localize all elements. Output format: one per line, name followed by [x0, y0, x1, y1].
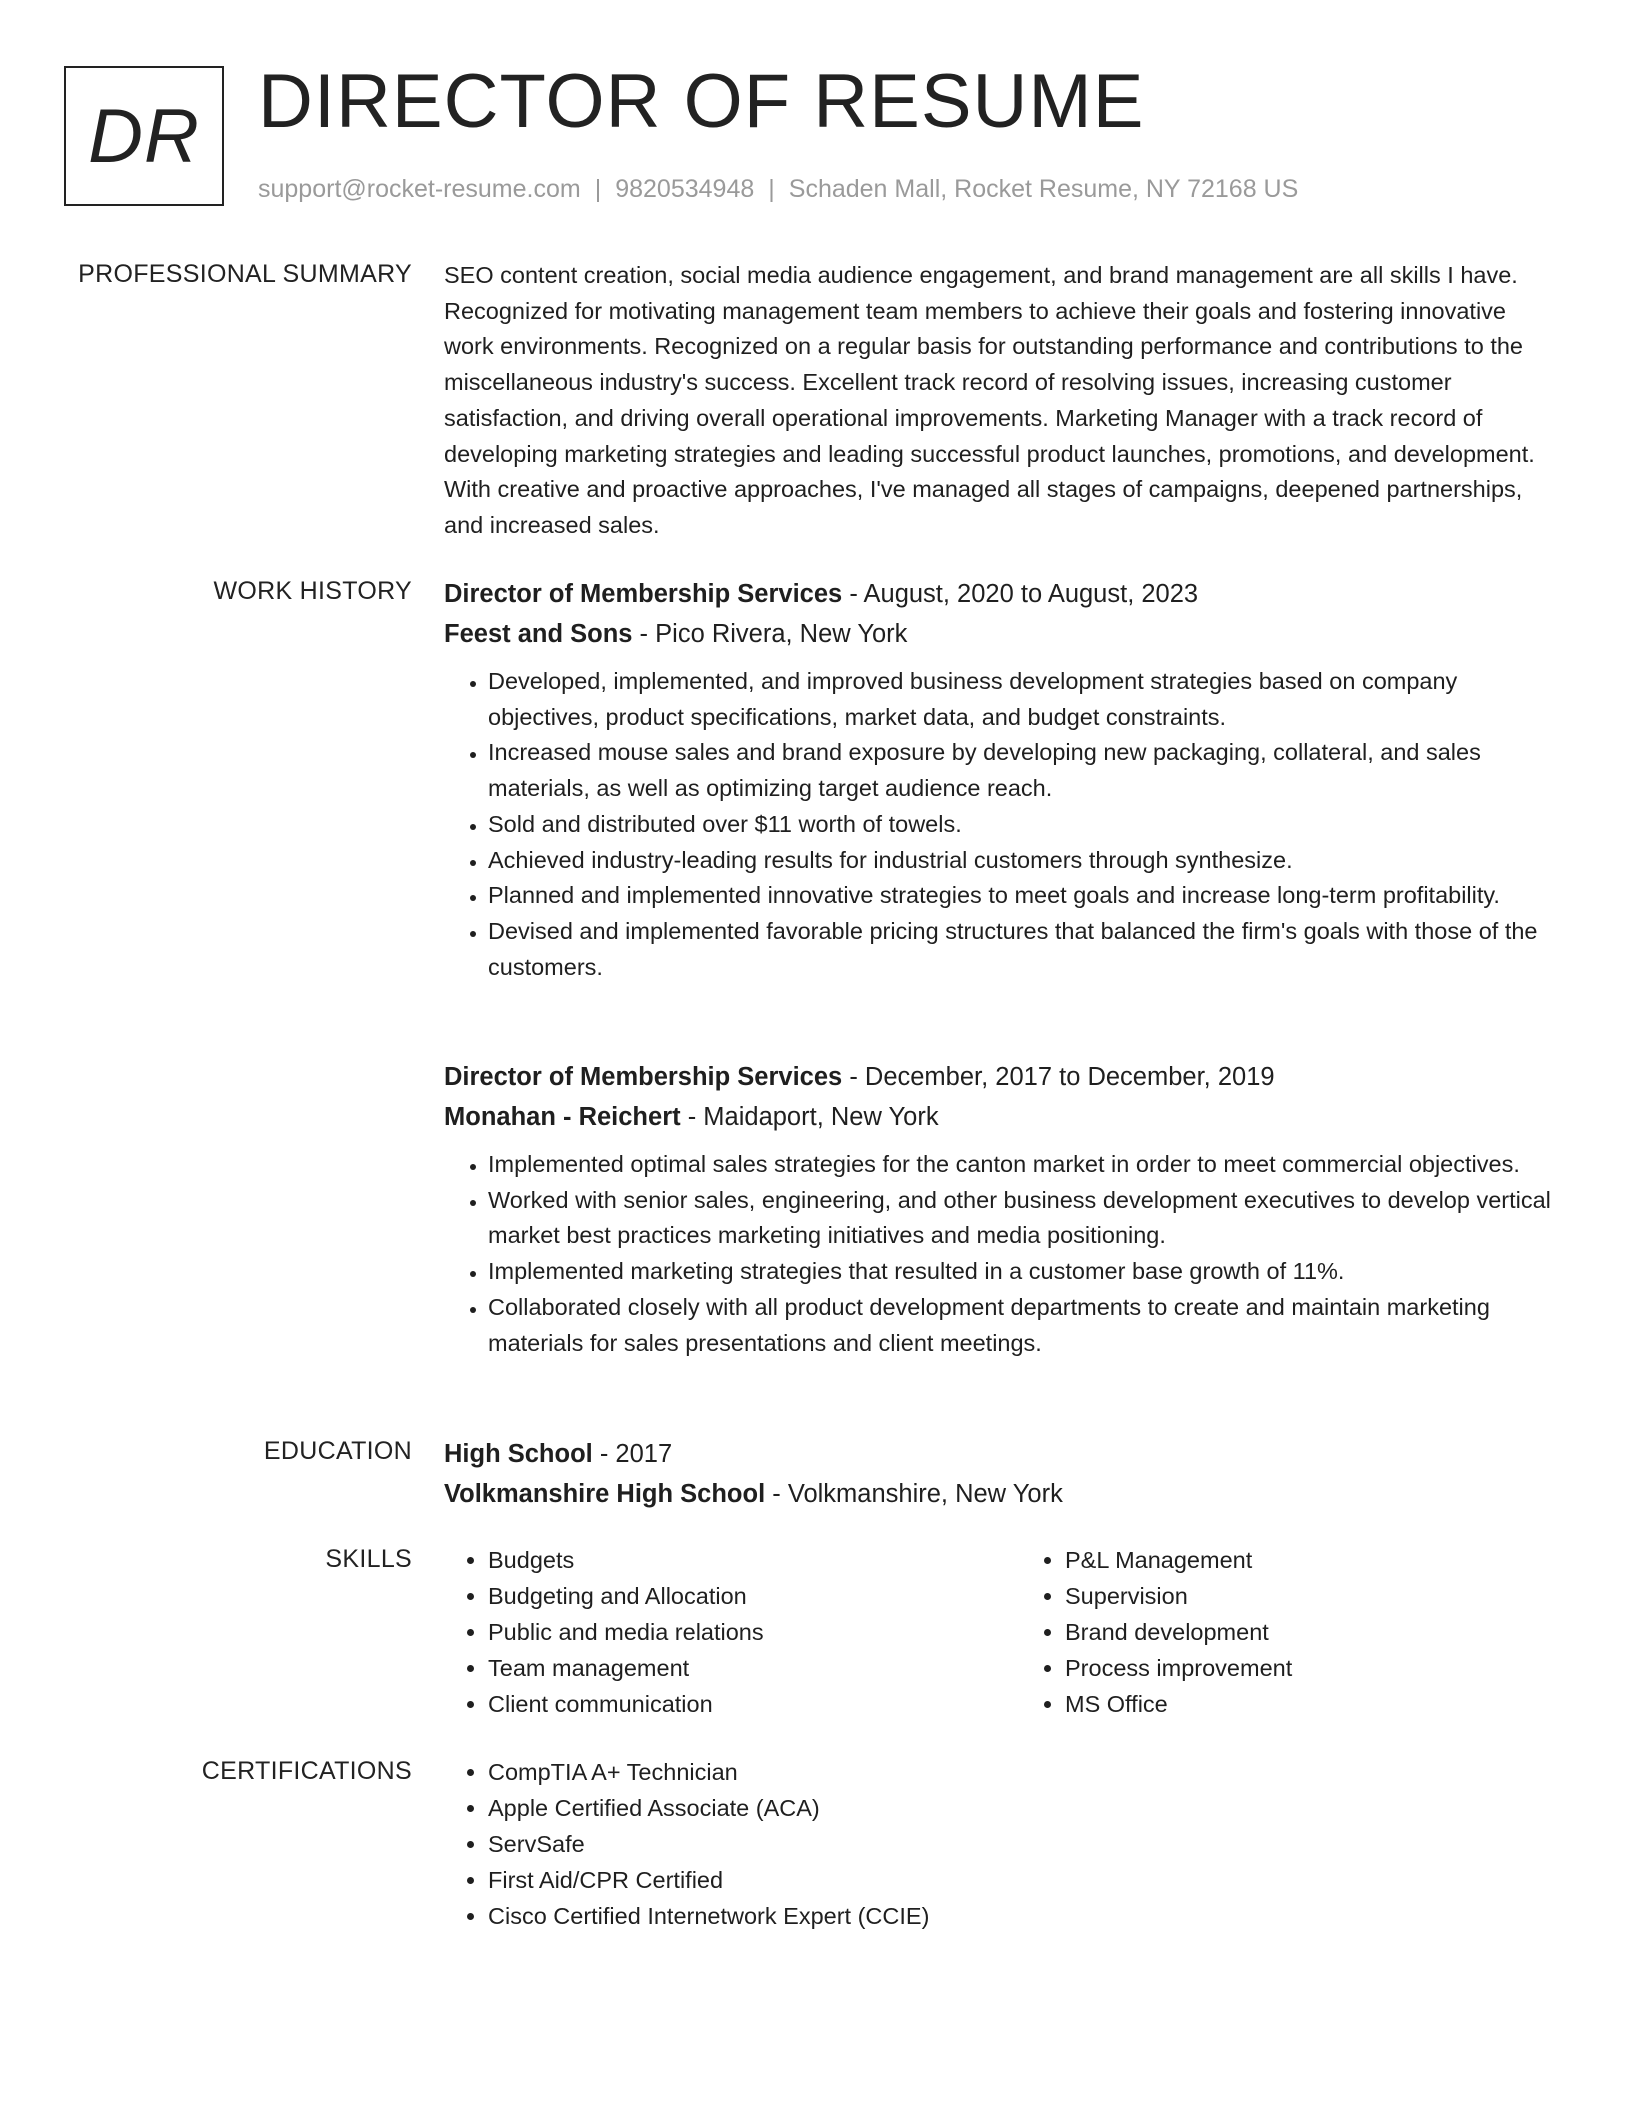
- education-heading: EDUCATION: [263, 1437, 412, 1465]
- job-bullets: [444, 664, 1554, 985]
- certifications-body: [444, 1754, 1554, 1934]
- certification-item: • First Aid/CPR Certified: [488, 1862, 1388, 1898]
- certification-item: • CompTIA A+ Technician: [488, 1754, 1388, 1790]
- job-title-line: [444, 1057, 1554, 1097]
- contact-address: Schaden Mall, Rocket Resume, NY 72168 US: [788, 175, 1299, 203]
- contact-separator: |: [768, 175, 775, 203]
- monogram-box: [64, 66, 224, 206]
- job-bullet: • Collaborated closely with all product development departments to create and maintain marketing materials for sales presentations and client meetings.: [488, 1290, 1554, 1361]
- skill-item: • P&L Management: [1065, 1542, 1554, 1578]
- contact-phone: 9820534948: [615, 175, 755, 203]
- dash-separator: -: [842, 580, 864, 608]
- job-company: Feest and Sons: [444, 620, 633, 648]
- skill-item: • Client communication: [488, 1686, 1021, 1722]
- job-title: Director of Membership Services: [444, 1063, 843, 1091]
- contact-line: [258, 172, 1298, 206]
- job-company-line: [444, 614, 1554, 654]
- job-bullet: • Sold and distributed over $11 worth of towels.: [488, 807, 1554, 843]
- certifications-list: [444, 1754, 1388, 1934]
- contact-separator: |: [594, 175, 602, 203]
- job-location: Maidaport, New York: [703, 1103, 939, 1131]
- job-bullets: [444, 1147, 1554, 1361]
- skill-item: • MS Office: [1065, 1686, 1554, 1722]
- job-location: Pico Rivera, New York: [655, 620, 908, 648]
- dash-separator: -: [765, 1480, 788, 1508]
- job-bullet: • Achieved industry-leading results for industrial customers through synthesize.: [488, 843, 1554, 879]
- certifications-heading: CERTIFICATIONS: [201, 1757, 412, 1785]
- certifications-columns: [444, 1754, 1554, 1934]
- job-title-line: [444, 574, 1554, 614]
- skills-list-left: [444, 1542, 1021, 1722]
- certification-item: • ServSafe: [488, 1826, 1388, 1862]
- job-title: Director of Membership Services: [444, 580, 843, 608]
- job-bullet: • Increased mouse sales and brand exposure by developing new packaging, collateral, and sales materials, as well as optimizing target audience reach.: [488, 735, 1554, 806]
- skill-item: • Process improvement: [1065, 1650, 1554, 1686]
- resume-name: DIRECTOR OF RESUME: [258, 59, 1145, 144]
- education-body: [444, 1434, 1554, 1514]
- certification-item: • Cisco Certified Internetwork Expert (CCIE): [488, 1898, 1388, 1934]
- education-school-line: [444, 1474, 1554, 1514]
- job-entry: [444, 574, 1554, 985]
- dash-separator: -: [680, 1103, 704, 1131]
- education-location: Volkmanshire, New York: [787, 1480, 1063, 1508]
- skills-body: [444, 1542, 1554, 1722]
- work-history-body: [444, 574, 1554, 1356]
- job-company-line: [444, 1097, 1554, 1137]
- summary-body: [444, 258, 1554, 544]
- job-bullet: • Implemented marketing strategies that resulted in a customer base growth of 11%.: [488, 1254, 1554, 1290]
- skills-list-right: [1021, 1542, 1554, 1722]
- skill-item: • Public and media relations: [488, 1614, 1021, 1650]
- job-bullet: • Devised and implemented favorable pricing structures that balanced the firm's goals with those of the customers.: [488, 914, 1554, 985]
- contact-email: support@rocket-resume.com: [258, 175, 581, 203]
- job-dates: August, 2020 to August, 2023: [863, 580, 1199, 608]
- work-history-heading: WORK HISTORY: [213, 577, 412, 605]
- summary-heading: PROFESSIONAL SUMMARY: [78, 260, 412, 288]
- skills-columns: [444, 1542, 1554, 1722]
- education-degree-line: [444, 1434, 1554, 1474]
- skill-item: • Budgeting and Allocation: [488, 1578, 1021, 1614]
- job-bullet: • Worked with senior sales, engineering, and other business development executives to develop vertical market best practices marketing initiatives and media positioning.: [488, 1183, 1554, 1254]
- skill-item: • Supervision: [1065, 1578, 1554, 1614]
- job-entry: [444, 1057, 1554, 1361]
- job-bullet: • Developed, implemented, and improved business development strategies based on company objectives, product specifications, market data, and budget constraints.: [488, 664, 1554, 735]
- skill-item: • Team management: [488, 1650, 1021, 1686]
- dash-separator: -: [632, 620, 656, 648]
- education-school: Volkmanshire High School: [444, 1480, 766, 1508]
- skills-heading: SKILLS: [325, 1545, 412, 1573]
- job-bullet: • Planned and implemented innovative strategies to meet goals and increase long-term profitability.: [488, 878, 1554, 914]
- monogram-initials: DR: [88, 93, 200, 179]
- skill-item: • Brand development: [1065, 1614, 1554, 1650]
- dash-separator: -: [592, 1440, 616, 1468]
- job-bullet: • Implemented optimal sales strategies for the canton market in order to meet commercial objectives.: [488, 1147, 1554, 1183]
- job-dates: December, 2017 to December, 2019: [864, 1063, 1275, 1091]
- summary-text: SEO content creation, social media audience engagement, and brand management are all skills I have. Recognized for motivating management team members to achieve their goals and fostering innovative work environments. Recognized on a regular basis for outstanding performance and contributions to the miscellaneous industry's success. Excellent track record of resolving issues, increasing customer satisfaction, and driving overall operational improvements. Marketing Manager with a track record of developing marketing strategies and leading successful product launches, promotions, and development. With creative and proactive approaches, I've managed all stages of campaigns, deepened partnerships, and increased sales.: [444, 262, 1535, 538]
- education-degree: High School: [444, 1440, 593, 1468]
- job-company: Monahan - Reichert: [444, 1103, 681, 1131]
- certification-item: • Apple Certified Associate (ACA): [488, 1790, 1388, 1826]
- dash-separator: -: [842, 1063, 865, 1091]
- skill-item: • Budgets: [488, 1542, 1021, 1578]
- education-year: 2017: [615, 1440, 673, 1468]
